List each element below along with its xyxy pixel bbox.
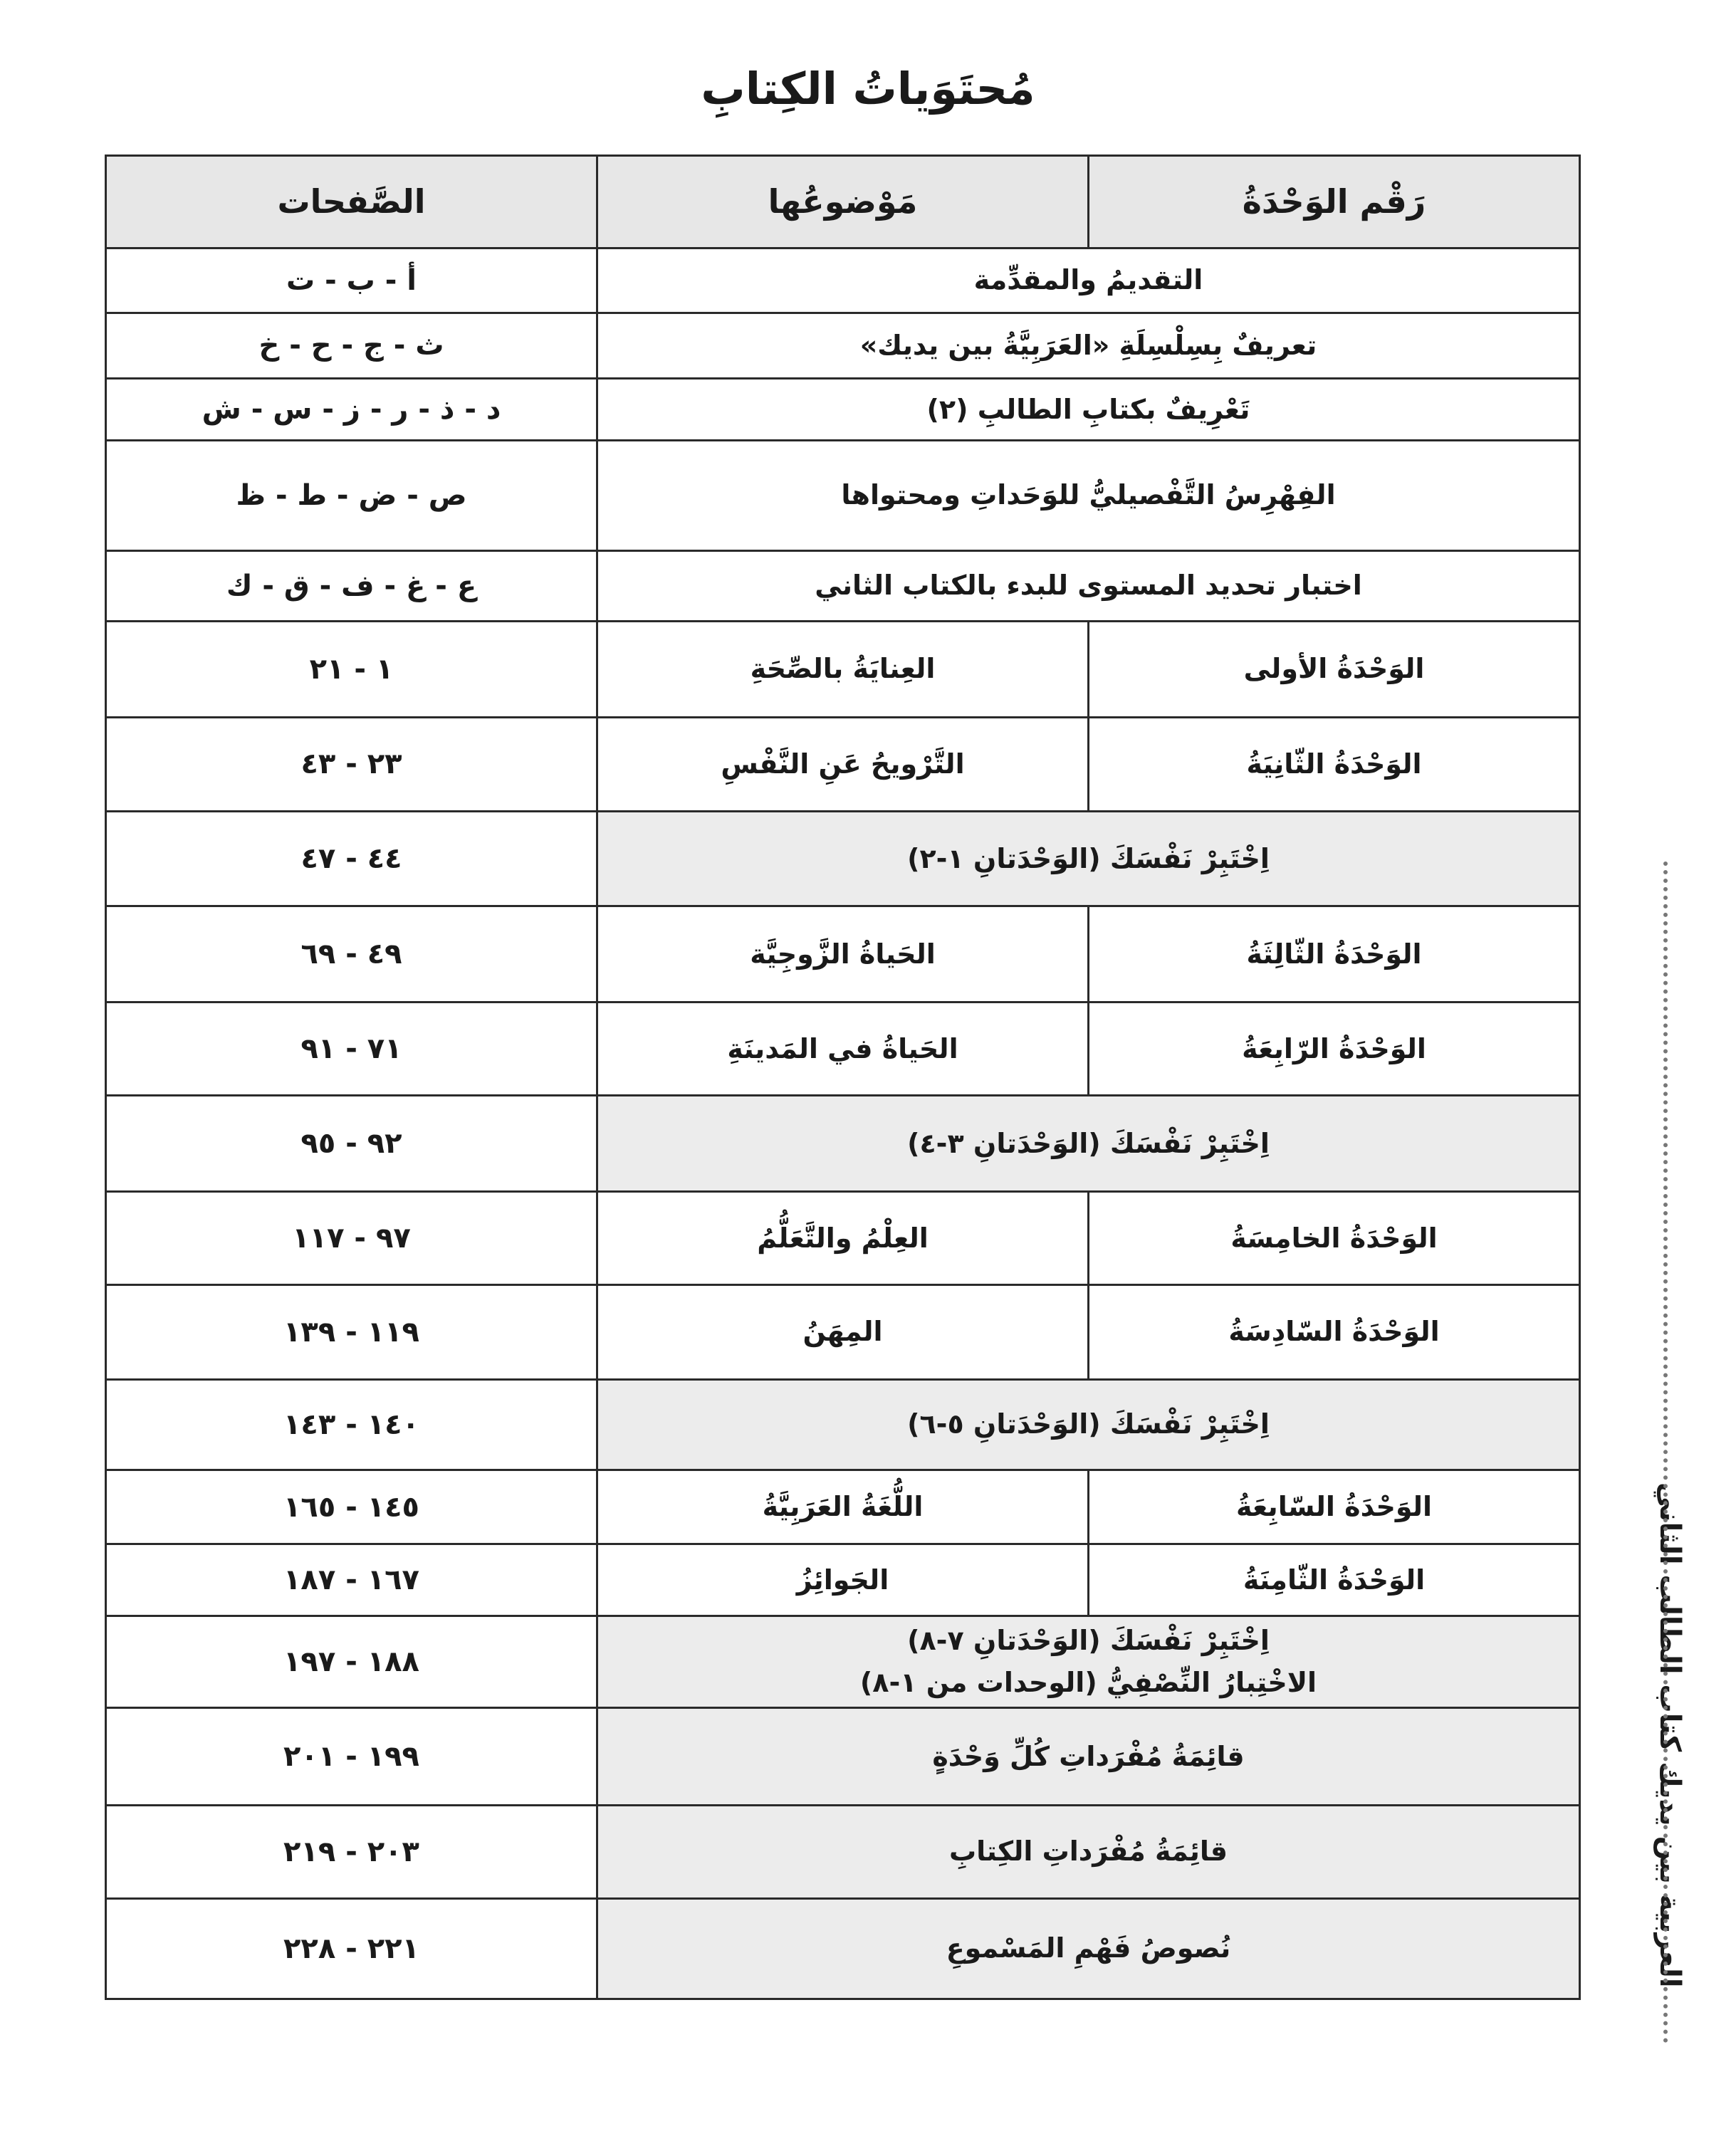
table-row: [106, 1898, 1580, 1999]
row-pages: ٤٤ - ٤٧: [106, 812, 597, 906]
header-unit-number: رَقْم الوَحْدَةُ: [1089, 156, 1580, 248]
row-pages: ٢٣ - ٤٣: [106, 717, 597, 812]
row-unit: الوَحْدَةُ الثّانِيَةُ: [1089, 717, 1580, 812]
table-row: [106, 1708, 1580, 1806]
row-unit: الوَحْدَةُ الخامِسَةُ: [1089, 1192, 1580, 1285]
page-title: مُحتَوَياتُ الكِتابِ: [701, 63, 1035, 115]
row-unit: الوَحْدَةُ الأولى: [1089, 621, 1580, 717]
row-topic: قائِمَةُ مُفْرَداتِ الكِتابِ: [597, 1805, 1580, 1898]
row-topic: اختبار تحديد المستوى للبدء بالكتاب الثاني: [597, 550, 1580, 621]
table-row: [106, 906, 1580, 1002]
row-topic: الحَياةُ في المَدينَةِ: [597, 1002, 1089, 1096]
row-pages: ١٦٧ - ١٨٧: [106, 1544, 597, 1616]
table-row: [106, 621, 1580, 717]
row-pages: ث - ج - ح - خ: [106, 313, 597, 379]
row-topic: التَّرْويحُ عَنِ النَّفْسِ: [597, 717, 1089, 812]
row-pages: ١١٩ - ١٣٩: [106, 1284, 597, 1379]
table-row: [106, 1544, 1580, 1616]
row-pages: ٤٩ - ٦٩: [106, 906, 597, 1002]
row-unit: الوَحْدَةُ الثّامِنَةُ: [1089, 1544, 1580, 1616]
table-row: [106, 440, 1580, 550]
row-topic: الجَوائِزُ: [597, 1544, 1089, 1616]
row-topic: المِهَنُ: [597, 1284, 1089, 1379]
table-row: [106, 717, 1580, 812]
row-pages: ع - غ - ف - ق - ك: [106, 550, 597, 621]
header-topic: مَوْضوعُها: [597, 156, 1089, 248]
row-topic: اللُّغَةُ العَرَبِيَّةُ: [597, 1470, 1089, 1544]
row-pages: ١٤٠ - ١٤٣: [106, 1379, 597, 1470]
row-topic: الحَياةُ الزَّوجِيَّة: [597, 906, 1089, 1002]
row-pages: ١٨٨ - ١٩٧: [106, 1616, 597, 1708]
row-topic: نُصوصُ فَهْمِ المَسْموعِ: [597, 1898, 1580, 1999]
row-pages: ١٤٥ - ١٦٥: [106, 1470, 597, 1544]
table-row: [106, 1470, 1580, 1544]
row-pages: ص - ض - ط - ظ: [106, 440, 597, 550]
table-header-row: [106, 156, 1580, 248]
row-topic-group: [597, 1616, 1580, 1708]
row-topic: تعريفٌ بِسِلْسِلَةِ «العَرَبِيَّةُ بين يديك»: [597, 313, 1580, 379]
row-topic: اِخْتَبِرْ نَفْسَكَ (الوَحْدَتانِ ١-٢): [597, 812, 1580, 906]
table-row: [106, 1379, 1580, 1470]
row-pages: ٢٢١ - ٢٢٨: [106, 1898, 597, 1999]
table-row: [106, 550, 1580, 621]
table-row: [106, 1284, 1580, 1379]
row-pages: ١ - ٢١: [106, 621, 597, 717]
row-pages: ٩٢ - ٩٥: [106, 1096, 597, 1192]
row-unit: الوَحْدَةُ الثّالِثَةُ: [1089, 906, 1580, 1002]
table-row: [106, 1616, 1580, 1708]
series-name: العربية بين يديك: [1653, 1761, 1686, 1988]
table-row: [106, 1805, 1580, 1898]
row-topic: تَعْرِيفٌ بكتابِ الطالبِ (٢): [597, 379, 1580, 441]
row-unit: الوَحْدَةُ السّابِعَةُ: [1089, 1470, 1580, 1544]
row-unit: الوَحْدَةُ الرّابِعَةُ: [1089, 1002, 1580, 1096]
table-row: [106, 313, 1580, 379]
row-pages: أ - ب - ت: [106, 248, 597, 313]
row-topic: العِلْمُ والتَّعَلُّمُ: [597, 1192, 1089, 1285]
row-topic: العِنايَةُ بالصِّحَةِ: [597, 621, 1089, 717]
table-row: [106, 1096, 1580, 1192]
row-topic: التقديمُ والمقدِّمة: [597, 248, 1580, 313]
row-topic: قائِمَةُ مُفْرَداتِ كُلِّ وَحْدَةٍ: [597, 1708, 1580, 1806]
book-name: كتاب الطالب الثاني: [1653, 1482, 1686, 1752]
table-row: [106, 812, 1580, 906]
row-topic: اِخْتَبِرْ نَفْسَكَ (الوَحْدَتانِ ٧-٨): [907, 1625, 1270, 1657]
row-topic: اِخْتَبِرْ نَفْسَكَ (الوَحْدَتانِ ٣-٤): [597, 1096, 1580, 1192]
row-pages: ١٩٩ - ٢٠١: [106, 1708, 597, 1806]
table-row: [106, 1002, 1580, 1096]
row-topic-secondary: الاخْتِبارُ النِّصْفِيُّ (الوحدات من ١-٨): [859, 1667, 1317, 1699]
table-row: [106, 248, 1580, 313]
header-pages: الصَّفحات: [106, 156, 597, 248]
table-row: [106, 379, 1580, 441]
row-pages: ٢٠٣ - ٢١٩: [106, 1805, 597, 1898]
row-topic: الفِهْرِسُ التَّفْصيليُّ للوَحَداتِ ومحتواها: [597, 440, 1580, 550]
side-dotted-line: [1663, 862, 1668, 2043]
row-unit: الوَحْدَةُ السّادِسَةُ: [1089, 1284, 1580, 1379]
contents-table: [105, 155, 1581, 2000]
table-row: [106, 1192, 1580, 1285]
side-label: [1629, 350, 1686, 1988]
row-pages: د - ذ - ر - ز - س - ش: [106, 379, 597, 441]
row-pages: ٩٧ - ١١٧: [106, 1192, 597, 1285]
row-topic: اِخْتَبِرْ نَفْسَكَ (الوَحْدَتانِ ٥-٦): [597, 1379, 1580, 1470]
row-pages: ٧١ - ٩١: [106, 1002, 597, 1096]
